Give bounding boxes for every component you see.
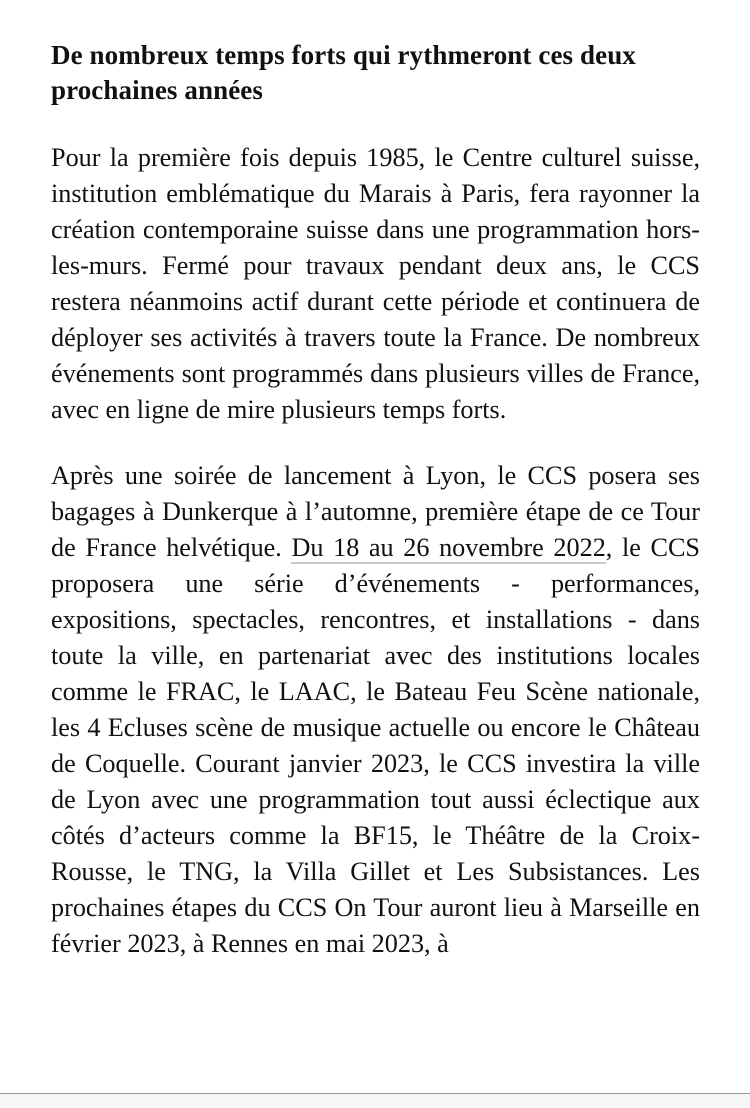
section-heading: De nombreux temps forts qui rythmeront ces deux prochaines années xyxy=(51,40,636,105)
article xyxy=(51,0,700,962)
paragraph-tour-text-before: Après une soirée de lancement à Lyon, le CCS posera ses bagages à Dunkerque à l’automne, première étape de ce Tour de France helvétique. xyxy=(51,461,700,562)
paragraph-intro: Pour la première fois depuis 1985, le Centre culturel suisse, institution emblématique du Marais à Paris, fera rayonner la création contemporaine suisse dans une programmation hors-les-murs. Fermé pour travaux pendant deux ans, le CCS restera néanmoins actif durant cette période et continuera de déployer ses activités à travers toute la France. De nombreux événements sont programmés dans plusieurs villes de France, avec en ligne de mire plusieurs temps forts. xyxy=(51,143,700,424)
paragraph-tour-text-after: , le CCS proposera une série d’événements - performances, expositions, spectacles, rencontres, et installations - dans toute la ville, en partenariat avec des institutions locales comme le FRAC, le LAAC, le Bateau Feu Scène nationale, les 4 Ecluses scène de musique actuelle ou encore le Château de Coquelle. Courant janvier 2023, le CCS investira la ville de Lyon avec une programmation tout aussi éclectique aux côtés d’acteurs comme la BF15, le Théâtre de la Croix-Rousse, le TNG, la Villa Gillet et Les Subsistances. Les prochaines étapes du CCS On Tour auront lieu à Marseille en février 2023, à Rennes en mai 2023, à xyxy=(51,533,700,958)
dates-link[interactable]: Du 18 au 26 novembre 2022 xyxy=(291,533,606,562)
paragraph-tour xyxy=(51,458,700,962)
bottom-toolbar xyxy=(0,1093,750,1108)
